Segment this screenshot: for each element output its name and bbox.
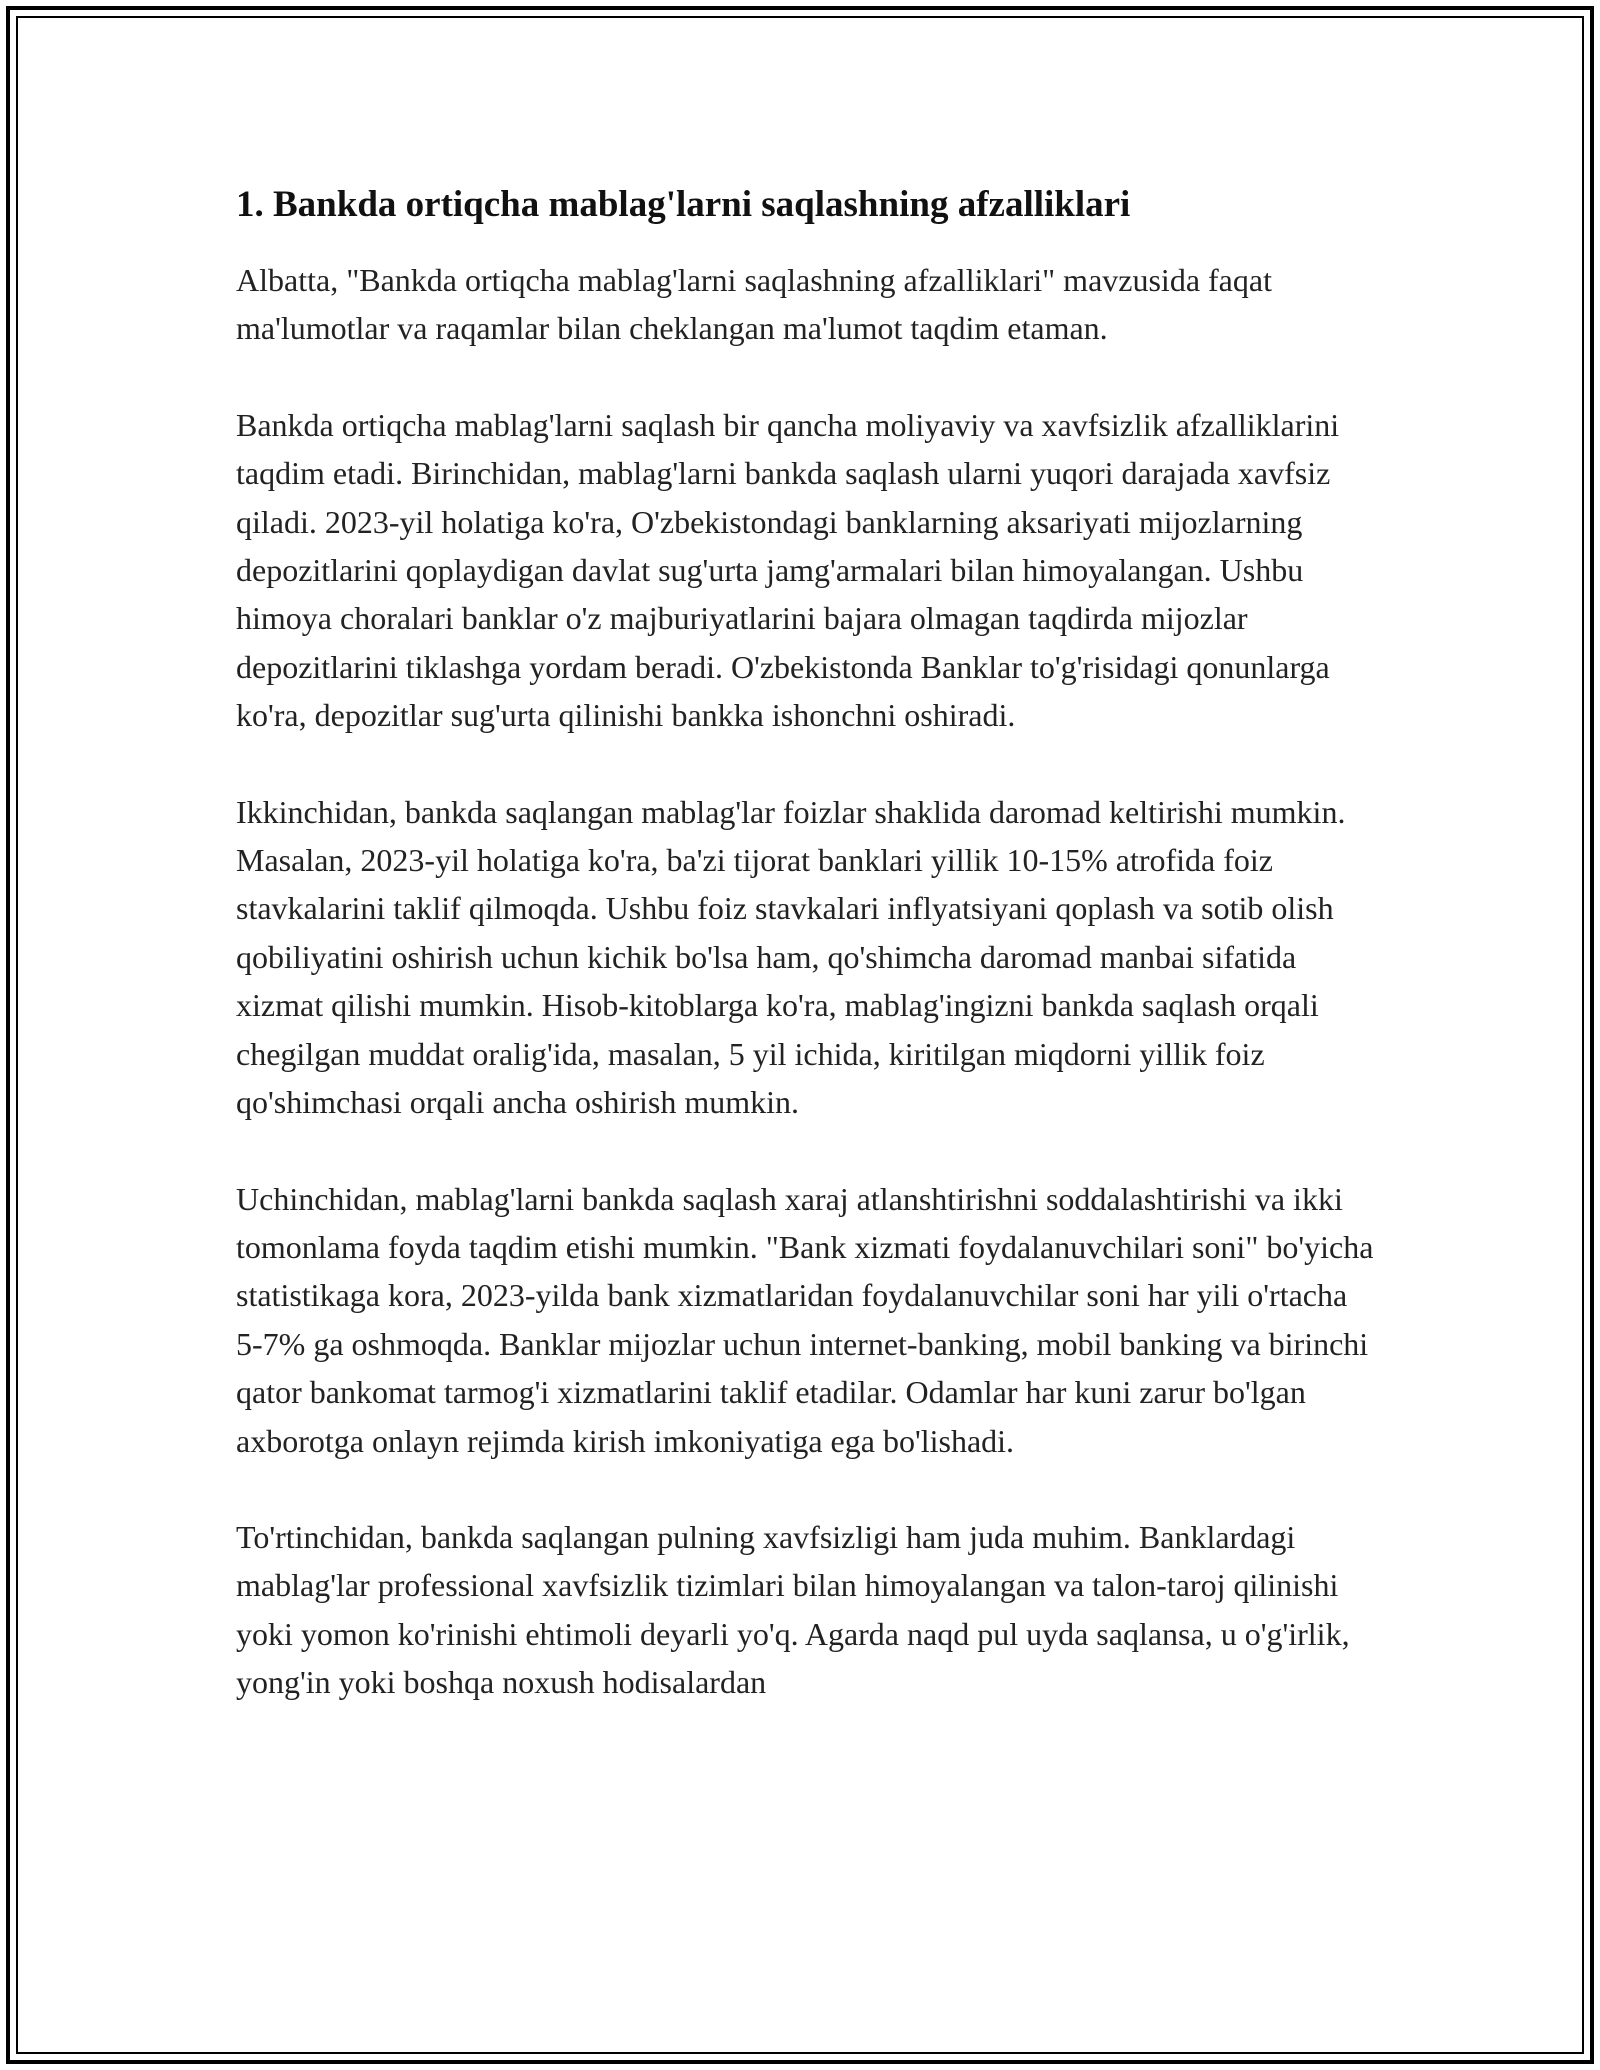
document-body <box>236 180 1376 1755</box>
paragraph-intro: Albatta, "Bankda ortiqcha mablag'larni saqlashning afzalliklari" mavzusida faqat ma'lumotlar va raqamlar bilan cheklangan ma'lumot taqdim etaman. <box>236 262 1272 347</box>
paragraph-third-benefit: Uchinchidan, mablag'larni bankda saqlash xaraj atlanshtirishni soddalashtirishi va ikki tomonlama foyda taqdim etishi mumkin. "Bank xizmati foydalanuvchilari soni" bo'yicha statistikaga kora, 2023-yilda bank xizmatlaridan foydalanuvchilar soni har yili o'rtacha 5-7% ga oshmoqda. Banklar mijozlar uchun internet-banking, mobil banking va birinchi qator bankomat tarmog'i xizmatlarini taklif etadilar. Odamlar har kuni zarur bo'lgan axborotga onlayn rejimda kirish imkoniyatiga ega bo'lishadi. <box>236 1180 1374 1459</box>
section-heading: 1. Bankda ortiqcha mablag'larni saqlashning afzalliklari <box>236 184 1131 225</box>
paragraph-second-benefit: Ikkinchidan, bankda saqlangan mablag'lar foizlar shaklida daromad keltirishi mumkin. Masalan, 2023-yil holatiga ko'ra, ba'zi tijorat banklari yillik 10-15% atrofida foiz stavkalarini taklif qilmoqda. Ushbu foiz stavkalari inflyatsiyani qoplash va sotib olish qobiliyatini oshirish uchun kichik bo'lsa ham, qo'shimcha daromad manbai sifatida xizmat qilishi mumkin. Hisob-kitoblarga ko'ra, mablag'ingizni bankda saqlash orqali chegilgan muddat oralig'ida, masalan, 5 yil ichida, kiritilgan miqdorni yillik foiz qo'shimchasi orqali ancha oshirish mumkin. <box>236 793 1346 1121</box>
paragraph-fourth-benefit: To'rtinchidan, bankda saqlangan pulning xavfsizligi ham juda muhim. Banklardagi mablag'lar professional xavfsizlik tizimlari bilan himoyalangan va talon-taroj qilinishi yoki yomon ko'rinishi ehtimoli deyarli yo'q. Agarda naqd pul uyda saqlansa, u o'g'irlik, yong'in yoki boshqa noxush hodisalardan <box>236 1518 1350 1701</box>
paragraph-first-benefit: Bankda ortiqcha mablag'larni saqlash bir qancha moliyaviy va xavfsizlik afzalliklarini taqdim etadi. Birinchidan, mablag'larni bankda saqlash ularni yuqori darajada xavfsiz qiladi. 2023-yil holatiga ko'ra, O'zbekistondagi banklarning aksariyati mijozlarning depozitlarini qoplaydigan davlat sug'urta jamg'armalari bilan himoyalangan. Ushbu himoya choralari banklar o'z majburiyatlarini bajara olmagan taqdirda mijozlar depozitlarini tiklashga yordam beradi. O'zbekistonda Banklar to'g'risidagi qonunlarga ko'ra, depozitlar sug'urta qilinishi bankka ishonchni oshiradi. <box>236 406 1340 734</box>
